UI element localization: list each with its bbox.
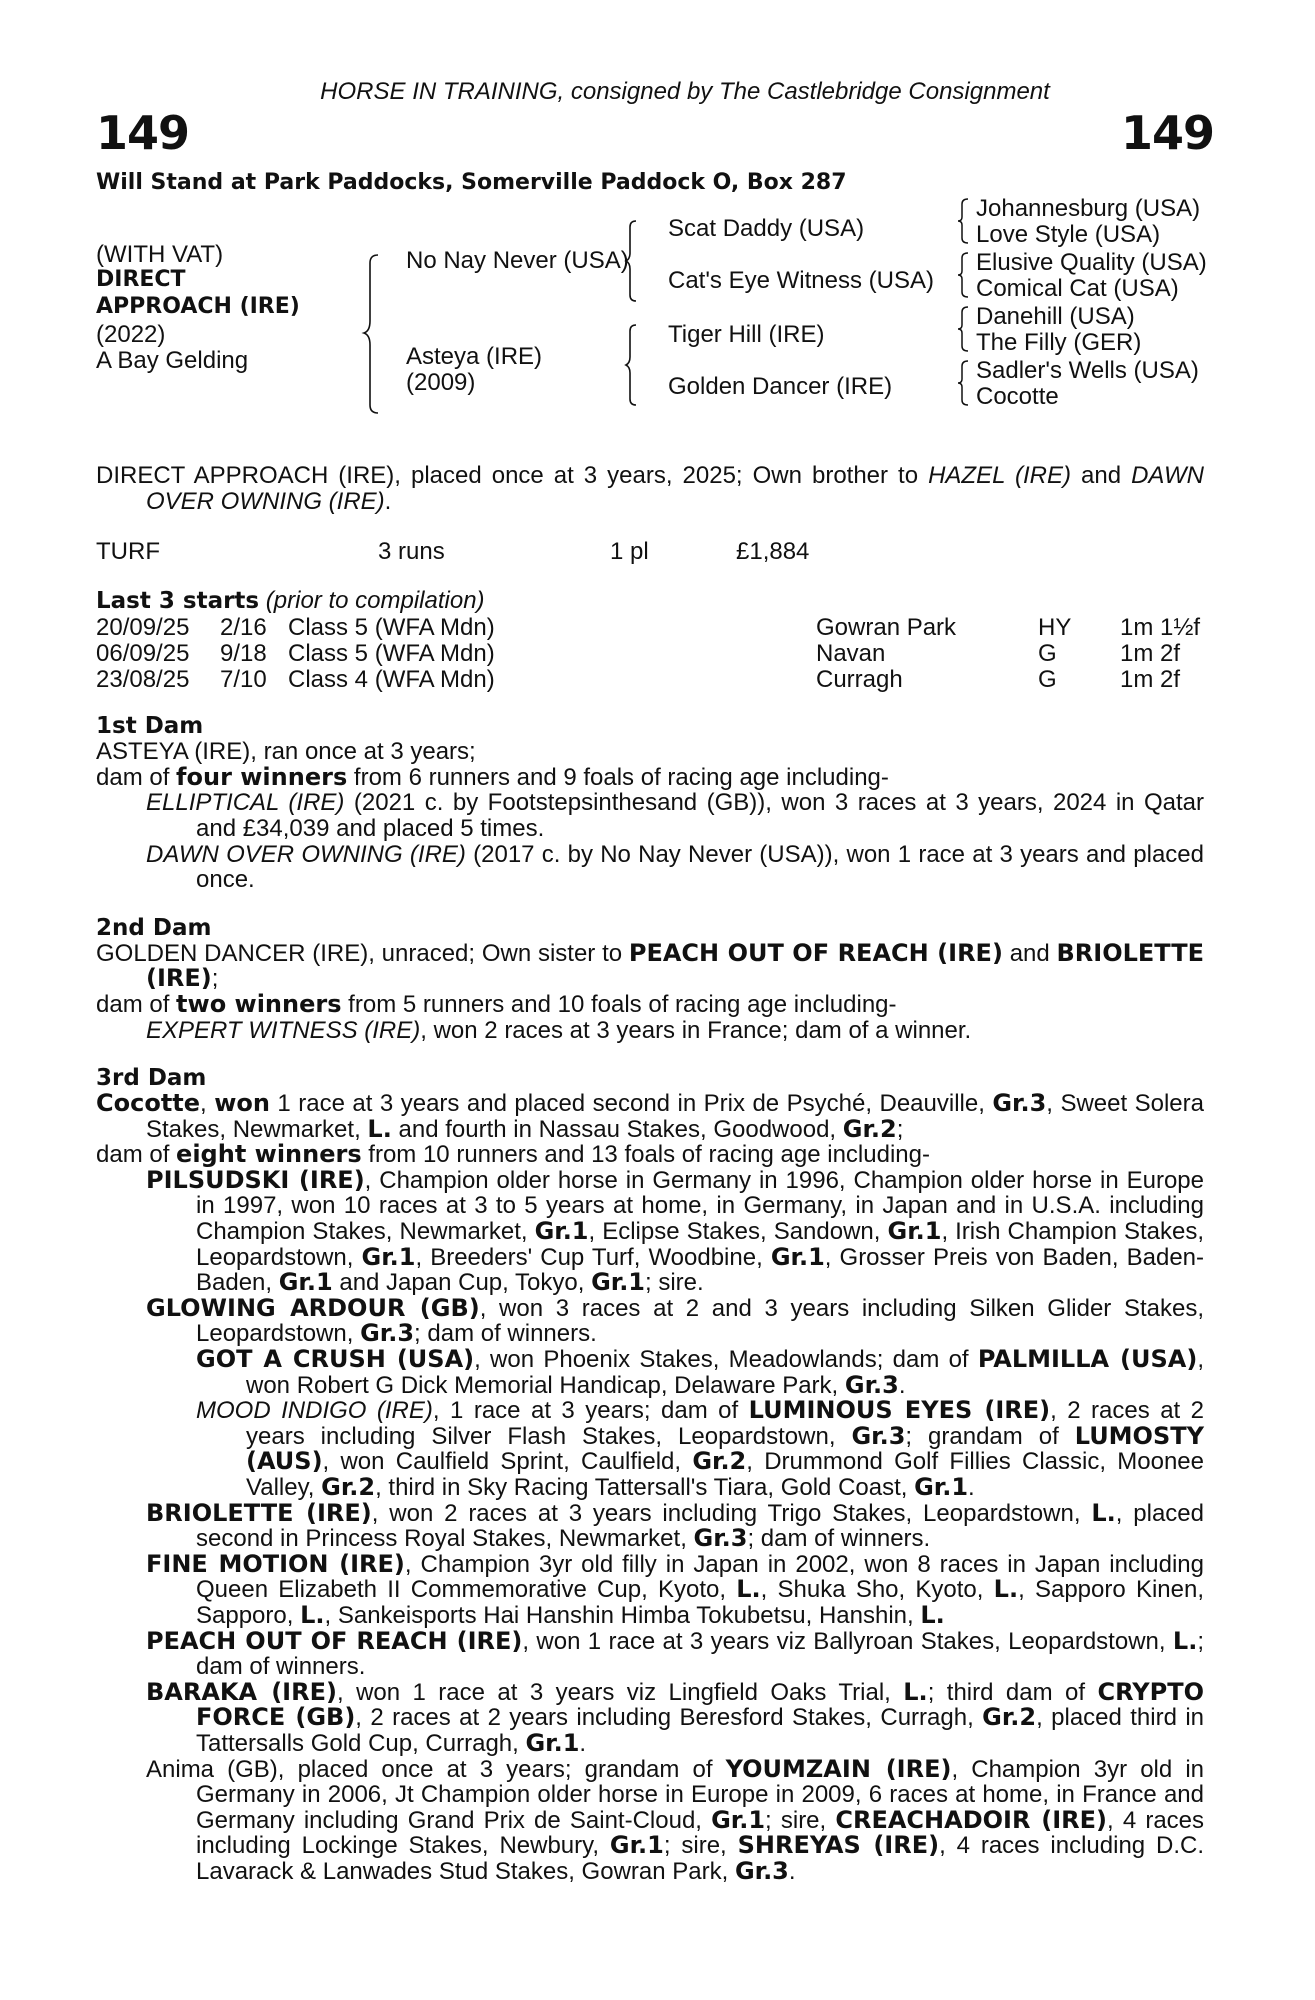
grade: Gr.2 — [321, 1473, 376, 1501]
dam: Asteya (IRE) — [406, 343, 543, 370]
brace-dd — [958, 361, 972, 405]
catalogue-page — [96, 78, 1214, 1885]
start-class: Class 5 (WFA Mdn) — [288, 614, 495, 642]
text: , Shuka Sho, Kyoto, — [760, 1576, 994, 1604]
start-date: 06/09/25 — [96, 639, 190, 667]
lot-number-left: 149 — [96, 106, 190, 160]
text: , Breeders' Cup Turf, Woodbine, — [415, 1243, 771, 1271]
produce-name: BARAKA (IRE) — [146, 1677, 337, 1706]
start-class: Class 4 (WFA Mdn) — [288, 665, 495, 693]
grade: L. — [367, 1114, 392, 1143]
produce-entry — [96, 842, 1204, 893]
grade: L. — [903, 1677, 928, 1706]
text: ; dam of winners. — [747, 1525, 931, 1553]
start-distance: 1m 1½f — [1120, 614, 1201, 642]
third-dam-heading: 3rd Dam — [96, 1065, 207, 1092]
text: , 1 race at 3 years; dam of — [432, 1397, 749, 1425]
start-date: 20/09/25 — [96, 614, 190, 642]
text: , Champion older horse in Germany in 1996, Champion older horse in Europe in 1997, won 10 races at 3 to 5 years at home, in Germany, in Japan and in U.S.A. including Champion Stakes, Newmarket, — [196, 1166, 1205, 1246]
start-position: 7/10 — [220, 665, 267, 693]
record-surface: TURF — [96, 538, 160, 566]
text: , Sankeisports Hai Hanshin Himba Tokubetsu, Hanshin, — [324, 1601, 921, 1629]
text: ; grandam of — [905, 1422, 1075, 1450]
start-class: Class 5 (WFA Mdn) — [288, 639, 495, 667]
text: ; dam of winners. — [414, 1320, 597, 1348]
produce-name: LUMINOUS EYES (IRE) — [748, 1396, 1051, 1425]
text: , 4 races including D.C. Lavarack & Lanwades Stud Stakes, Gowran Park, — [196, 1832, 1205, 1885]
text: and fourth in Nassau Stakes, Goodwood, — [391, 1115, 843, 1143]
text: dam of — [96, 1141, 177, 1169]
grade: Gr.3 — [693, 1524, 748, 1553]
sire-dam: Cat's Eye Witness (USA) — [668, 267, 934, 294]
brace-sd — [958, 253, 972, 297]
gg-dam-sire-dam: The Filly (GER) — [976, 329, 1142, 356]
produce-name: EXPERT WITNESS (IRE) — [146, 1016, 421, 1044]
produce-entry — [96, 1347, 1204, 1398]
start-going: G — [1038, 639, 1057, 667]
lot-number-row — [96, 106, 1214, 166]
grade: L. — [736, 1575, 761, 1604]
text: , won Caulfield Sprint, Caulfield, — [322, 1448, 693, 1476]
text: , Irish Champion Stakes, Leopardstown, — [196, 1218, 1204, 1271]
text: , Eclipse Stakes, Sandown, — [588, 1218, 888, 1246]
produce-name: ELLIPTICAL (IRE) — [146, 789, 345, 817]
start-row — [96, 614, 1204, 640]
produce-name: CRYPTO FORCE (GB) — [196, 1677, 1205, 1732]
produce-entry — [96, 1626, 1204, 1681]
text: ; dam of winners. — [196, 1627, 1204, 1681]
grade: Gr.2 — [692, 1447, 747, 1476]
last-starts-note: (prior to compilation) — [265, 586, 485, 614]
summary-text: DIRECT APPROACH (IRE), placed once at 3 years, 2025; Own brother to — [96, 462, 929, 489]
grade: Gr.1 — [887, 1217, 942, 1246]
text: ; sire. — [645, 1269, 704, 1297]
text: , 2 races at 2 years including Silver Flash Stakes, Leopardstown, — [246, 1397, 1205, 1450]
produce-name: DAWN OVER OWNING (IRE) — [146, 840, 466, 868]
second-dam-section — [96, 938, 1204, 1044]
start-distance: 1m 2f — [1120, 639, 1181, 667]
text: . — [968, 1474, 975, 1501]
dam-of-line — [96, 989, 1204, 1018]
text: , won 1 race at 3 years viz Ballyroan Stakes, Leopardstown, — [522, 1627, 1173, 1655]
produce-details: (2021 c. by Footstepsinthesand (GB)), won 3 races at 3 years, 2024 in Qatar and £34,039 and placed 5 times. — [196, 789, 1204, 842]
text: . — [788, 1857, 796, 1885]
grade: L. — [300, 1600, 325, 1629]
grade: Gr.1 — [591, 1268, 646, 1297]
third-dam-section — [96, 1091, 1204, 1884]
race-record — [96, 538, 1204, 564]
text: from 5 runners and 10 foals of racing age including- — [341, 990, 897, 1018]
text: , Sweet Solera Stakes, Newmarket, — [146, 1090, 1204, 1143]
sibling-name: HAZEL (IRE) — [928, 462, 1072, 489]
text: , won Phoenix Stakes, Meadowlands; dam of — [474, 1346, 978, 1374]
grade: L. — [1172, 1626, 1198, 1655]
text: , won Robert G Dick Memorial Handicap, Delaware Park, — [246, 1346, 1204, 1399]
main-brace — [364, 255, 384, 415]
grade: Gr.1 — [361, 1242, 416, 1271]
dam-of-line — [96, 1142, 1204, 1168]
produce-name: PEACH OUT OF REACH (IRE) — [146, 1626, 523, 1655]
horse-name-line1: DIRECT — [96, 267, 186, 292]
produce-name: MOOD INDIGO (IRE) — [196, 1397, 433, 1425]
text: ; sire, — [663, 1832, 738, 1860]
text: , Champion 3yr old in Germany in 2006, Jt Champion older horse in Europe in 2009, 6 races at home, in France and Germany including Grand Prix de Saint-Cloud, — [196, 1755, 1205, 1834]
grade: L. — [993, 1575, 1019, 1604]
text: from 6 runners and 9 foals of racing age including- — [347, 763, 889, 791]
grade: Gr.1 — [534, 1217, 589, 1246]
grade: L. — [1091, 1498, 1116, 1527]
grade: Gr.3 — [844, 1370, 899, 1399]
produce-name: SHREYAS (IRE) — [737, 1831, 940, 1860]
first-dam-section — [96, 739, 1204, 893]
sire: No Nay Never (USA) — [406, 247, 629, 274]
grade: Gr.1 — [914, 1473, 969, 1501]
horse-name-line2: APPROACH (IRE) — [96, 294, 300, 319]
produce-entry — [96, 1498, 1204, 1553]
start-course: Curragh — [816, 665, 903, 693]
sibling-name: BRIOLETTE (IRE) — [146, 938, 1204, 993]
second-dam-heading: 2nd Dam — [96, 914, 212, 941]
grade: Gr.1 — [525, 1728, 580, 1757]
grade: Gr.3 — [734, 1856, 789, 1885]
start-distance: 1m 2f — [1120, 665, 1181, 693]
produce-entry — [96, 1293, 1204, 1348]
grade: Gr.3 — [992, 1089, 1047, 1118]
produce-entry — [96, 1398, 1204, 1500]
grade: Gr.3 — [851, 1421, 906, 1450]
grade: Gr.2 — [842, 1114, 897, 1143]
dam-line — [96, 938, 1204, 993]
produce-name: YOUMZAIN (IRE) — [725, 1754, 952, 1783]
text: , placed third in Tattersalls Gold Cup, Curragh, — [196, 1704, 1204, 1757]
produce-details: (2017 c. by No Nay Never (USA)), won 1 race at 3 years and placed once. — [196, 840, 1204, 894]
dam-line: ASTEYA (IRE), ran once at 3 years; — [96, 738, 476, 766]
text: dam of — [96, 990, 177, 1018]
start-course: Gowran Park — [816, 614, 957, 642]
vat-note: (WITH VAT) — [96, 241, 224, 268]
dam-sire: Tiger Hill (IRE) — [668, 321, 825, 348]
won-word: won — [214, 1089, 270, 1118]
text: and — [1002, 939, 1057, 967]
text: , Champion 3yr old filly in Japan in 2002, won 8 races in Japan including Queen Elizabeth II Commemorative Cup, Kyoto, — [196, 1550, 1204, 1604]
produce-entry — [96, 1677, 1205, 1757]
text: , 2 races at 2 years including Beresford Stakes, Curragh, — [355, 1704, 983, 1732]
start-row — [96, 640, 1204, 666]
produce-entry — [96, 1754, 1205, 1885]
text: , Drummond Golf Fillies Classic, Moonee Valley, — [246, 1448, 1204, 1501]
text: , — [200, 1090, 215, 1118]
dam-year: (2009) — [406, 369, 476, 396]
start-course: Navan — [816, 639, 886, 667]
record-prize: £1,884 — [736, 538, 810, 566]
start-position: 9/18 — [220, 639, 267, 667]
text: from 10 runners and 13 foals of racing age including- — [361, 1141, 930, 1169]
last-starts-heading — [96, 588, 1204, 615]
sibling-name: DAWN OVER OWNING (IRE) — [146, 462, 1204, 515]
gg-sire-sire-sire: Johannesburg (USA) — [976, 195, 1201, 222]
produce-entry — [96, 1165, 1205, 1297]
summary-and: and — [1071, 462, 1132, 489]
pedigree-table — [96, 195, 1207, 425]
grade: Gr.1 — [711, 1805, 766, 1834]
produce-details: , won 2 races at 3 years in France; dam of a winner. — [420, 1016, 972, 1044]
produce-name: PILSUDSKI (IRE) — [146, 1165, 365, 1194]
grade: Gr.1 — [609, 1831, 664, 1860]
dam-name: Cocotte — [96, 1089, 201, 1118]
grade: Gr.1 — [278, 1268, 333, 1297]
brace-ss — [958, 199, 972, 243]
sibling-name: PEACH OUT OF REACH (IRE) — [628, 938, 1003, 967]
start-date: 23/08/25 — [96, 665, 190, 693]
start-going: HY — [1038, 614, 1072, 642]
horse-description: A Bay Gelding — [96, 347, 249, 374]
text: 1 race at 3 years and placed second in Prix de Psyché, Deauville, — [269, 1090, 993, 1118]
text: ; — [211, 965, 219, 993]
text: , third in Sky Racing Tattersall's Tiara, Gold Coast, — [375, 1474, 915, 1501]
dam-dam: Golden Dancer (IRE) — [668, 373, 893, 400]
text: ; third dam of — [927, 1678, 1098, 1706]
record-runs: 3 runs — [378, 538, 445, 566]
sire-brace — [626, 221, 642, 301]
produce-name: LUMOSTY (AUS) — [246, 1421, 1204, 1476]
winners-count: two winners — [176, 989, 342, 1018]
text: and Japan Cup, Tokyo, — [332, 1269, 592, 1297]
dam-of-line — [96, 762, 1204, 791]
text: , Grosser Preis von Baden, Baden-Baden, — [196, 1243, 1205, 1297]
text: Anima (GB), placed once at 3 years; grandam of — [146, 1755, 726, 1783]
gg-dam-dam-dam: Cocotte — [976, 383, 1059, 410]
text: dam of — [96, 763, 177, 791]
horse-summary — [96, 463, 1204, 514]
produce-name: GLOWING ARDOUR (GB) — [146, 1293, 480, 1322]
gg-sire-sire-dam: Love Style (USA) — [976, 221, 1161, 248]
dam-line — [96, 1091, 1204, 1142]
record-places: 1 pl — [610, 538, 649, 566]
gg-dam-sire-sire: Danehill (USA) — [976, 303, 1135, 330]
produce-entry — [96, 1549, 1204, 1629]
grade: L. — [920, 1600, 945, 1629]
lot-number-right: 149 — [1120, 106, 1214, 160]
text: , Sapporo Kinen, Sapporo, — [196, 1576, 1204, 1629]
summary-end: . — [384, 487, 392, 515]
grade: Gr.3 — [360, 1319, 415, 1348]
sire-sire: Scat Daddy (USA) — [668, 215, 865, 242]
brace-ds — [958, 307, 972, 351]
text: . — [579, 1729, 587, 1757]
dam-brace — [626, 325, 642, 405]
produce-entry — [96, 1018, 1204, 1044]
last-starts-title: Last 3 starts — [96, 587, 260, 614]
text: , placed second in Princess Royal Stakes, Newmarket, — [196, 1499, 1204, 1553]
text: , won 3 races at 2 and 3 years including Silken Glider Stakes, Leopardstown, — [196, 1294, 1204, 1348]
text: GOLDEN DANCER (IRE), unraced; Own sister to — [96, 939, 629, 967]
text: , won 1 race at 3 years viz Lingfield Oaks Trial, — [336, 1678, 904, 1706]
gg-dam-dam-sire: Sadler's Wells (USA) — [976, 357, 1199, 384]
text: ; — [896, 1115, 904, 1143]
produce-name: CREACHADOIR (IRE) — [835, 1805, 1108, 1834]
gg-sire-dam-dam: Comical Cat (USA) — [976, 275, 1179, 302]
produce-name: FINE MOTION (IRE) — [146, 1549, 405, 1578]
text: . — [898, 1371, 906, 1399]
consignor-header: HORSE IN TRAINING, consigned by The Castlebridge Consignment — [320, 78, 1050, 105]
first-dam-heading: 1st Dam — [96, 713, 204, 740]
winners-count: eight winners — [176, 1140, 362, 1169]
text: , 4 races including Lockinge Stakes, Newbury, — [196, 1806, 1205, 1860]
text: , won 2 races at 3 years including Trigo Stakes, Leopardstown, — [371, 1499, 1092, 1527]
produce-entry — [96, 790, 1204, 841]
produce-name: GOT A CRUSH (USA) — [196, 1345, 475, 1374]
gg-sire-dam-sire: Elusive Quality (USA) — [976, 249, 1207, 276]
text: ; sire, — [765, 1806, 836, 1834]
stand-location: Will Stand at Park Paddocks, Somerville Paddock O, Box 287 — [96, 170, 847, 195]
start-row — [96, 666, 1204, 692]
start-position: 2/16 — [220, 614, 267, 642]
grade: Gr.2 — [982, 1703, 1037, 1732]
start-going: G — [1038, 665, 1057, 693]
winners-count: four winners — [176, 762, 348, 791]
grade: Gr.1 — [770, 1242, 825, 1271]
produce-name: PALMILLA (USA) — [977, 1345, 1198, 1374]
foaled-year: (2022) — [96, 321, 166, 348]
produce-name: BRIOLETTE (IRE) — [146, 1498, 372, 1527]
